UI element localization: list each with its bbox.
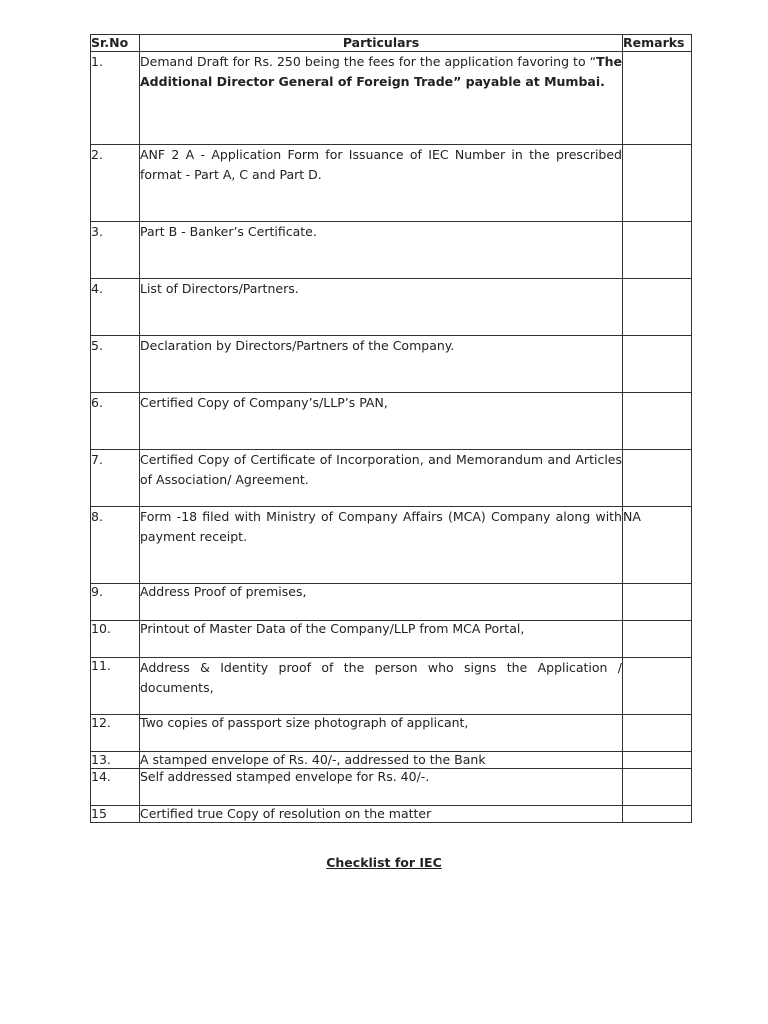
row-particulars-text: Demand Draft for Rs. 250 being the fees for the application favoring to “ xyxy=(140,54,597,69)
row-srno: 10. xyxy=(91,621,140,658)
table-row xyxy=(91,450,692,507)
row-particulars: Form -18 filed with Ministry of Company Affairs (MCA) Company along with payment receipt. xyxy=(140,507,623,584)
header-row xyxy=(91,35,692,52)
row-remarks xyxy=(623,450,692,507)
table-row xyxy=(91,806,692,823)
row-srno: 7. xyxy=(91,450,140,507)
row-remarks xyxy=(623,52,692,145)
row-remarks xyxy=(623,584,692,621)
table-row xyxy=(91,584,692,621)
row-srno: 3. xyxy=(91,222,140,279)
row-particulars: Address & Identity proof of the person who signs the Application / documents, xyxy=(140,658,623,715)
row-srno: 14. xyxy=(91,769,140,806)
row-srno: 15 xyxy=(91,806,140,823)
row-particulars: Self addressed stamped envelope for Rs. 40/-. xyxy=(140,769,623,806)
row-particulars-bold: The Additional Director General of Foreign Trade” payable at Mumbai. xyxy=(140,54,622,89)
table-row xyxy=(91,336,692,393)
checklist-title: Checklist for IEC xyxy=(326,855,442,870)
row-particulars: Two copies of passport size photograph of applicant, xyxy=(140,715,623,752)
table-row xyxy=(91,222,692,279)
row-remarks xyxy=(623,806,692,823)
row-srno: 6. xyxy=(91,393,140,450)
row-srno: 11. xyxy=(91,658,140,715)
row-srno: 1. xyxy=(91,52,140,145)
row-remarks xyxy=(623,145,692,222)
row-remarks xyxy=(623,715,692,752)
row-srno: 2. xyxy=(91,145,140,222)
row-particulars: Certified Copy of Company’s/LLP’s PAN, xyxy=(140,393,623,450)
row-remarks xyxy=(623,279,692,336)
row-remarks xyxy=(623,222,692,279)
row-particulars: Address Proof of premises, xyxy=(140,584,623,621)
table-row xyxy=(91,393,692,450)
row-particulars xyxy=(140,52,623,145)
table-row xyxy=(91,769,692,806)
header-srno: Sr.No xyxy=(91,35,140,52)
row-remarks xyxy=(623,752,692,769)
row-remarks xyxy=(623,769,692,806)
row-particulars: Part B - Banker’s Certificate. xyxy=(140,222,623,279)
header-remarks: Remarks xyxy=(623,35,692,52)
table-row xyxy=(91,279,692,336)
row-particulars: ANF 2 A - Application Form for Issuance of IEC Number in the prescribed format - Part A, C and Part D. xyxy=(140,145,623,222)
row-srno: 4. xyxy=(91,279,140,336)
row-particulars: List of Directors/Partners. xyxy=(140,279,623,336)
row-srno: 8. xyxy=(91,507,140,584)
row-particulars: Printout of Master Data of the Company/LLP from MCA Portal, xyxy=(140,621,623,658)
table-row xyxy=(91,752,692,769)
row-particulars: A stamped envelope of Rs. 40/-, addressed to the Bank xyxy=(140,752,623,769)
row-particulars: Certified true Copy of resolution on the matter xyxy=(140,806,623,823)
table-row xyxy=(91,658,692,715)
row-remarks xyxy=(623,393,692,450)
row-srno: 12. xyxy=(91,715,140,752)
table-row xyxy=(91,715,692,752)
table-row xyxy=(91,52,692,145)
row-remarks xyxy=(623,621,692,658)
row-remarks: NA xyxy=(623,507,692,584)
table-row xyxy=(91,145,692,222)
table-row xyxy=(91,507,692,584)
row-particulars: Certified Copy of Certificate of Incorporation, and Memorandum and Articles of Association/ Agreement. xyxy=(140,450,623,507)
row-remarks xyxy=(623,658,692,715)
row-srno: 13. xyxy=(91,752,140,769)
row-srno: 9. xyxy=(91,584,140,621)
row-remarks xyxy=(623,336,692,393)
header-particulars: Particulars xyxy=(140,35,623,52)
table-row xyxy=(91,621,692,658)
checklist-table xyxy=(90,34,692,823)
row-srno: 5. xyxy=(91,336,140,393)
row-particulars: Declaration by Directors/Partners of the Company. xyxy=(140,336,623,393)
